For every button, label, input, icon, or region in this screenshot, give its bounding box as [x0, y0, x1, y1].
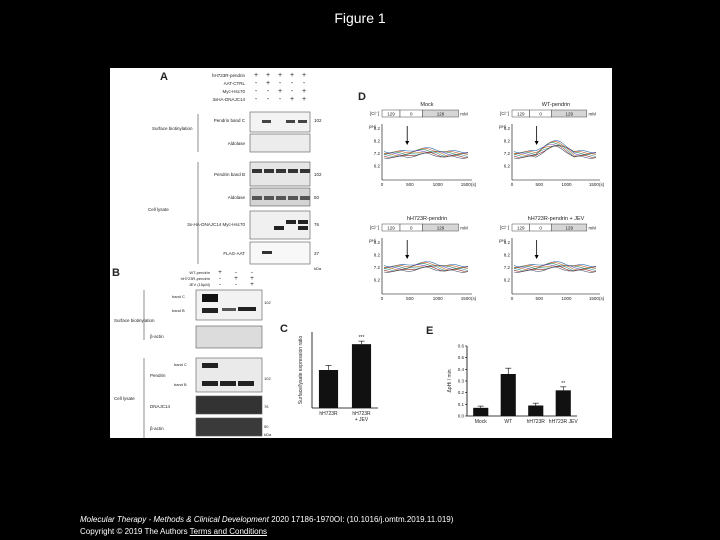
- cl-value: 129: [387, 111, 395, 117]
- y-tick-label: 0.4: [457, 366, 464, 372]
- panel-d-title: Mock: [420, 102, 434, 108]
- cl-value: 0: [539, 225, 542, 231]
- panel-b-condition-label: WT-pendrin: [189, 270, 210, 275]
- y-tick-label: 6.2: [373, 163, 380, 169]
- band: [264, 169, 274, 173]
- y-tick-label: 8.2: [373, 252, 380, 258]
- y-tick-label: 9.2: [373, 125, 380, 131]
- y-tick-label: 7.2: [373, 264, 380, 270]
- panel-a-condition-sign: +: [265, 72, 271, 79]
- panel-a-group-lysate: Cell lysate: [148, 207, 169, 212]
- y-tick-label: 0.5: [457, 355, 464, 361]
- cl-value: 0: [409, 111, 413, 117]
- panel-b-kda: kDa: [264, 432, 272, 437]
- x-unit: (s): [599, 296, 605, 301]
- panel-b-band-c-label-2: band C: [174, 362, 187, 367]
- significance-marker: **: [561, 380, 566, 387]
- figure-panel: [110, 68, 612, 438]
- panel-b-mw-3: 76: [264, 404, 269, 409]
- cl-unit: mM: [588, 111, 597, 117]
- band: [286, 120, 295, 123]
- panel-b-band-c-label: band C: [172, 294, 185, 299]
- y-axis-label: pHi: [369, 238, 376, 243]
- blot-b-dnajc14: [196, 396, 262, 414]
- panel-a-condition-sign: -: [254, 96, 258, 103]
- y-tick-label: 7.2: [503, 150, 510, 156]
- arrow-head: [535, 255, 539, 259]
- panel-b-condition-sign: -: [234, 281, 238, 288]
- band: [262, 251, 272, 254]
- x-tick-label: 500: [406, 296, 414, 301]
- x-tick-label: WT: [504, 419, 513, 425]
- band: [286, 220, 296, 224]
- panel-b-condition-sign: +: [218, 269, 222, 276]
- x-tick-label: 1500: [460, 296, 471, 301]
- y-tick-label: 8.2: [503, 138, 510, 144]
- y-tick-label: 7.2: [503, 264, 510, 270]
- cl-value: 129: [565, 225, 573, 231]
- x-tick-label: 0: [510, 182, 514, 187]
- cl-value: 129: [436, 111, 445, 117]
- y-tick-label: 7.2: [373, 150, 380, 156]
- cl-value: 129: [436, 225, 445, 231]
- panel-b-label: B: [112, 267, 120, 279]
- x-tick-label: 1000: [432, 296, 443, 301]
- x-unit: (s): [599, 182, 605, 187]
- citation-footer: [80, 514, 453, 538]
- cl-value: 0: [539, 111, 542, 117]
- x-tick-label: 500: [535, 182, 544, 187]
- panel-a-condition-label: 3xHA-DNAJC14: [212, 97, 245, 102]
- band: [202, 381, 218, 386]
- cl-unit: mM: [588, 225, 597, 231]
- band: [276, 169, 286, 173]
- cl-value: 0: [409, 225, 413, 231]
- cl-value: 129: [565, 111, 573, 117]
- bar: [352, 344, 371, 408]
- panel-a-condition-sign: -: [290, 80, 294, 87]
- cl-label: [Cl⁻]: [500, 225, 510, 230]
- cl-value: 129: [517, 111, 525, 117]
- band: [298, 220, 308, 224]
- panel-b-conditions: [181, 269, 254, 288]
- blot-a-aldolase-surface: [250, 134, 310, 152]
- band: [222, 308, 236, 311]
- terms-link[interactable]: Terms and Conditions: [189, 527, 268, 536]
- cl-value: 129: [517, 225, 525, 231]
- y-tick-label: 0.2: [457, 390, 464, 396]
- cl-label: [Cl⁻]: [370, 225, 380, 230]
- x-tick-label: hH723R: [352, 411, 371, 417]
- band: [238, 307, 256, 311]
- y-axis-label: pHi: [369, 124, 376, 129]
- bar: [528, 406, 543, 417]
- chart-d: [369, 102, 605, 301]
- bar: [501, 374, 516, 416]
- x-tick-label: 1500: [588, 296, 599, 301]
- band: [288, 196, 298, 200]
- journal-name: Molecular Therapy - Methods & Clinical Development: [80, 515, 269, 524]
- panel-a-condition-sign: +: [301, 96, 307, 103]
- cl-label: [Cl⁻]: [370, 111, 380, 116]
- panel-a-condition-label: AAT-CTRL: [223, 81, 245, 86]
- y-tick-label: 0.6: [457, 343, 464, 349]
- panel-a-condition-sign: -: [302, 80, 306, 87]
- panel-a-condition-sign: -: [278, 80, 282, 87]
- panel-e-label: E: [426, 325, 434, 337]
- panel-a-kda: kDa: [314, 266, 322, 271]
- panel-a-mw: 37: [314, 251, 320, 256]
- panel-b-condition-sign: -: [250, 269, 254, 276]
- panel-b-mw-2: 102: [264, 376, 271, 381]
- band: [252, 196, 262, 200]
- panel-a-mw: 102: [314, 172, 322, 177]
- panel-d-title: WT-pendrin: [541, 102, 571, 108]
- panel-a-row-label: Pendrin band C: [213, 118, 245, 123]
- cl-label: [Cl⁻]: [500, 111, 510, 116]
- copyright-text: Copyright © 2019 The Authors: [80, 527, 190, 536]
- panel-a-condition-sign: -: [254, 88, 258, 95]
- band: [274, 226, 284, 230]
- panel-c-label: C: [280, 323, 288, 335]
- panel-b-condition-sign: -: [218, 275, 222, 282]
- panel-b-condition-sign: +: [250, 275, 254, 282]
- y-tick-label: 6.2: [503, 277, 510, 283]
- page-title: Figure 1: [334, 10, 386, 26]
- cl-unit: mM: [460, 225, 468, 231]
- x-tick-label: hH723R: [526, 419, 545, 425]
- panel-b-condition-sign: -: [234, 269, 238, 276]
- panel-b-mw-4: 50: [264, 424, 269, 429]
- x-unit: (s): [471, 296, 477, 301]
- x-tick-label: 1500: [588, 182, 599, 187]
- blot-a-tags: [250, 211, 310, 239]
- panel-b-condition-label: hH723R-pendrin: [180, 276, 210, 281]
- x-tick-label: 500: [406, 182, 414, 187]
- band: [238, 381, 254, 386]
- panel-a-row-label: Aldolase: [227, 141, 245, 146]
- chart-e: [447, 344, 578, 426]
- band: [262, 120, 271, 123]
- panel-a-condition-sign: +: [265, 80, 271, 87]
- cl-unit: mM: [460, 111, 468, 117]
- panel-a-condition-sign: -: [266, 88, 270, 95]
- panel-a-condition-sign: -: [266, 96, 270, 103]
- blot-b-actin-surface: [196, 326, 262, 348]
- band: [300, 169, 310, 173]
- panel-a-row-label: FLAG-AAT: [223, 251, 245, 256]
- band: [264, 196, 274, 200]
- band: [300, 196, 310, 200]
- panel-a-mw: 50: [314, 195, 320, 200]
- bar: [319, 370, 338, 408]
- x-tick-label: 500: [535, 296, 544, 301]
- bar: [556, 390, 571, 416]
- band: [298, 120, 307, 123]
- panel-a-condition-label: hH723R-pendrin: [211, 73, 245, 78]
- panel-b-beta-actin-label: β-actin: [150, 334, 164, 339]
- panel-a-mw: 76: [314, 222, 320, 227]
- y-axis-label: Surface/lysate expression ratio: [298, 335, 304, 405]
- x-unit: (s): [471, 182, 477, 187]
- blot-a-aat: [250, 242, 310, 264]
- band: [298, 226, 308, 230]
- y-tick-label: 8.2: [373, 138, 380, 144]
- bar: [473, 408, 488, 416]
- y-tick-label: 0.1: [457, 401, 464, 407]
- panel-a-condition-sign: +: [301, 88, 307, 95]
- arrow-head: [535, 141, 539, 145]
- x-tick-label: Mock: [474, 419, 487, 425]
- y-tick-label: 9.2: [503, 239, 510, 245]
- band: [276, 196, 286, 200]
- blot-a-pendrin-lysate: [250, 162, 310, 186]
- x-tick-label: 1500: [460, 182, 471, 187]
- panel-b-condition-sign: -: [218, 281, 222, 288]
- panel-a-condition-label: Myc-Hsc70: [222, 89, 245, 94]
- y-tick-label: 6.2: [373, 277, 380, 283]
- arrow-head: [405, 255, 409, 259]
- band: [202, 308, 218, 313]
- panel-b-beta-actin-label-2: β-actin: [150, 426, 164, 431]
- panel-a-condition-sign: +: [289, 96, 295, 103]
- panel-a-row-label: Pendrin band B: [213, 172, 245, 177]
- panel-a-conditions: [212, 72, 306, 103]
- x-tick-label: 1000: [432, 182, 443, 187]
- y-axis-label: pHi: [499, 124, 506, 129]
- panel-a-condition-sign: -: [290, 88, 294, 95]
- panel-a-mw: 102: [314, 118, 322, 123]
- ph-trace: [514, 141, 596, 153]
- panel-a-condition-sign: +: [301, 72, 307, 79]
- x-tick-label: hH723R JEV: [548, 419, 578, 425]
- band: [202, 294, 218, 302]
- y-tick-label: 0.0: [457, 413, 464, 419]
- panel-a-condition-sign: -: [278, 96, 282, 103]
- band: [220, 381, 236, 386]
- panel-b-condition-sign: +: [250, 281, 254, 288]
- x-tick-label: + JEV: [354, 417, 369, 423]
- panel-b-dnajc14-label: DNAJC14: [150, 404, 171, 409]
- panel-a-row-label: Aldolase: [227, 195, 245, 200]
- significance-marker: ***: [358, 335, 365, 342]
- blot-b-actin-lysate: [196, 418, 262, 436]
- panel-b-band-b-label-2: band B: [174, 382, 187, 387]
- panel-b-pendrin-label: Pendrin: [150, 373, 166, 378]
- x-tick-label: 1000: [561, 296, 572, 301]
- x-tick-label: 0: [380, 296, 384, 301]
- panel-b-band-b-label: band B: [172, 308, 185, 313]
- panel-b-condition-sign: +: [234, 275, 238, 282]
- panel-a-group-surface: Surface biotinylation: [152, 126, 193, 131]
- panel-a-condition-sign: +: [253, 72, 259, 79]
- panel-a-condition-sign: -: [254, 80, 258, 87]
- x-tick-label: 0: [510, 296, 514, 301]
- y-axis-label: pHi: [499, 238, 506, 243]
- panel-a-row-label: 3x-HA-DNAJC14 Myc-Hsc70: [187, 222, 245, 227]
- panel-b-group-lysate: Cell lysate: [114, 396, 135, 401]
- panel-d-label: D: [358, 91, 366, 103]
- cl-value: 129: [387, 225, 395, 231]
- panel-a-condition-sign: +: [289, 72, 295, 79]
- x-tick-label: 1000: [561, 182, 572, 187]
- y-axis-label: ΔpHi / min: [447, 369, 453, 393]
- panel-d-title: hH723R-pendrin: [406, 216, 448, 222]
- panel-b-group-surface: Surface biotinylation: [114, 318, 155, 323]
- panel-b-mw-1: 102: [264, 300, 271, 305]
- panel-a-condition-sign: +: [277, 88, 283, 95]
- panel-a-label: A: [160, 71, 168, 83]
- arrow-head: [405, 141, 409, 145]
- band: [288, 169, 298, 173]
- y-tick-label: 8.2: [503, 252, 510, 258]
- x-tick-label: 0: [380, 182, 384, 187]
- citation-text: 2020 17186-1970OI: (10.1016/j.omtm.2019.11.019): [268, 515, 454, 524]
- panel-b-condition-label: JEV (15μM): [188, 282, 210, 287]
- chart-c: [298, 332, 378, 423]
- y-tick-label: 6.2: [503, 163, 510, 169]
- panel-d-title: hH723R-pendrin + JEV: [527, 216, 585, 222]
- x-tick-label: hH723R: [319, 411, 338, 417]
- band: [202, 363, 218, 368]
- y-tick-label: 9.2: [373, 239, 380, 245]
- band: [252, 169, 262, 173]
- y-tick-label: 9.2: [503, 125, 510, 131]
- y-tick-label: 0.3: [457, 378, 464, 384]
- panel-a-condition-sign: +: [277, 72, 283, 79]
